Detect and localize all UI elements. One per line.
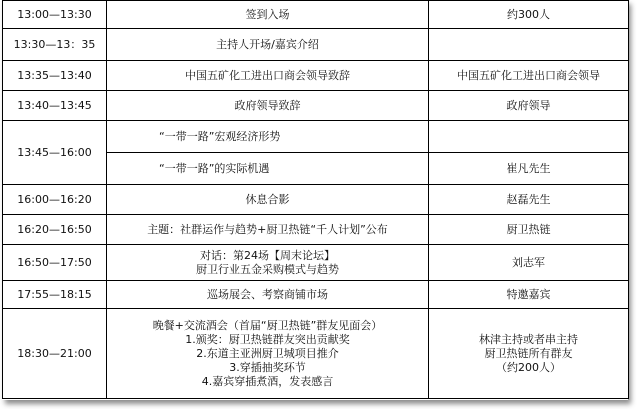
topic-line: 1.颁奖：厨卫热链群友突出贡献奖 [185, 332, 350, 346]
table-row [3, 281, 629, 309]
speaker-line: 林津主持或者串主持 [479, 332, 578, 346]
speaker-cell: 刘志军 [429, 245, 629, 281]
table-row [3, 245, 629, 281]
time-cell: 13:00—13:30 [3, 1, 107, 29]
speaker-cell: 中国五矿化工进出口商会领导 [429, 61, 629, 91]
topic-cell: “一带一路”的实际机遇 [107, 153, 429, 185]
speaker-cell [429, 309, 629, 399]
speaker-cell: 特邀嘉宾 [429, 281, 629, 309]
topic-cell: “一带一路”宏观经济形势 [107, 121, 429, 153]
topic-line: 厨卫行业五金采购模式与趋势 [196, 262, 339, 276]
speaker-cell [429, 121, 629, 153]
topic-cell: 政府领导致辞 [107, 91, 429, 121]
topic-line: 3.穿插抽奖环节 [229, 360, 306, 374]
topic-cell: 中国五矿化工进出口商会领导致辞 [107, 61, 429, 91]
time-cell: 18:30—21:00 [3, 309, 107, 399]
time-cell: 13:40—13:45 [3, 91, 107, 121]
topic-cell: 巡场展会、考察商铺市场 [107, 281, 429, 309]
table-row [3, 215, 629, 245]
time-cell: 16:20—16:50 [3, 215, 107, 245]
speaker-cell: 赵磊先生 [429, 185, 629, 215]
table-row [3, 29, 629, 61]
topic-cell [107, 309, 429, 399]
time-cell: 16:00—16:20 [3, 185, 107, 215]
speaker-line: 厨卫热链所有群友 [484, 346, 573, 360]
table-row [3, 121, 629, 153]
topic-line: 对话：第24场【周末论坛】 [200, 248, 335, 262]
table-row [3, 91, 629, 121]
table-row [3, 1, 629, 29]
table-row [3, 61, 629, 91]
table-row [3, 185, 629, 215]
topic-line: 4.嘉宾穿插煮酒，发表感言 [201, 374, 334, 388]
topic-cell: 主题：社群运作与趋势+厨卫热链“千人计划”公布 [107, 215, 429, 245]
speaker-cell: 崔凡先生 [429, 153, 629, 185]
time-cell: 13:35—13:40 [3, 61, 107, 91]
topic-line: 2.东道主亚洲厨卫城项目推介 [196, 346, 339, 360]
topic-cell: 休息合影 [107, 185, 429, 215]
topic-cell: 签到入场 [107, 1, 429, 29]
time-cell: 16:50—17:50 [3, 245, 107, 281]
topic-cell [107, 245, 429, 281]
agenda-table [2, 0, 629, 399]
speaker-cell [429, 29, 629, 61]
speaker-cell: 政府领导 [429, 91, 629, 121]
table-row [3, 309, 629, 399]
speaker-cell: 约300人 [429, 1, 629, 29]
speaker-line: （约200人） [496, 360, 561, 374]
speaker-cell: 厨卫热链 [429, 215, 629, 245]
topic-cell: 主持人开场/嘉宾介绍 [107, 29, 429, 61]
agenda-sheet [2, 0, 628, 400]
time-cell: 17:55—18:15 [3, 281, 107, 309]
topic-line: 晚餐+交流酒会（首届“厨卫热链”群友见面会） [152, 318, 383, 332]
time-cell: 13:45—16:00 [3, 121, 107, 185]
time-cell: 13:30—13：35 [3, 29, 107, 61]
